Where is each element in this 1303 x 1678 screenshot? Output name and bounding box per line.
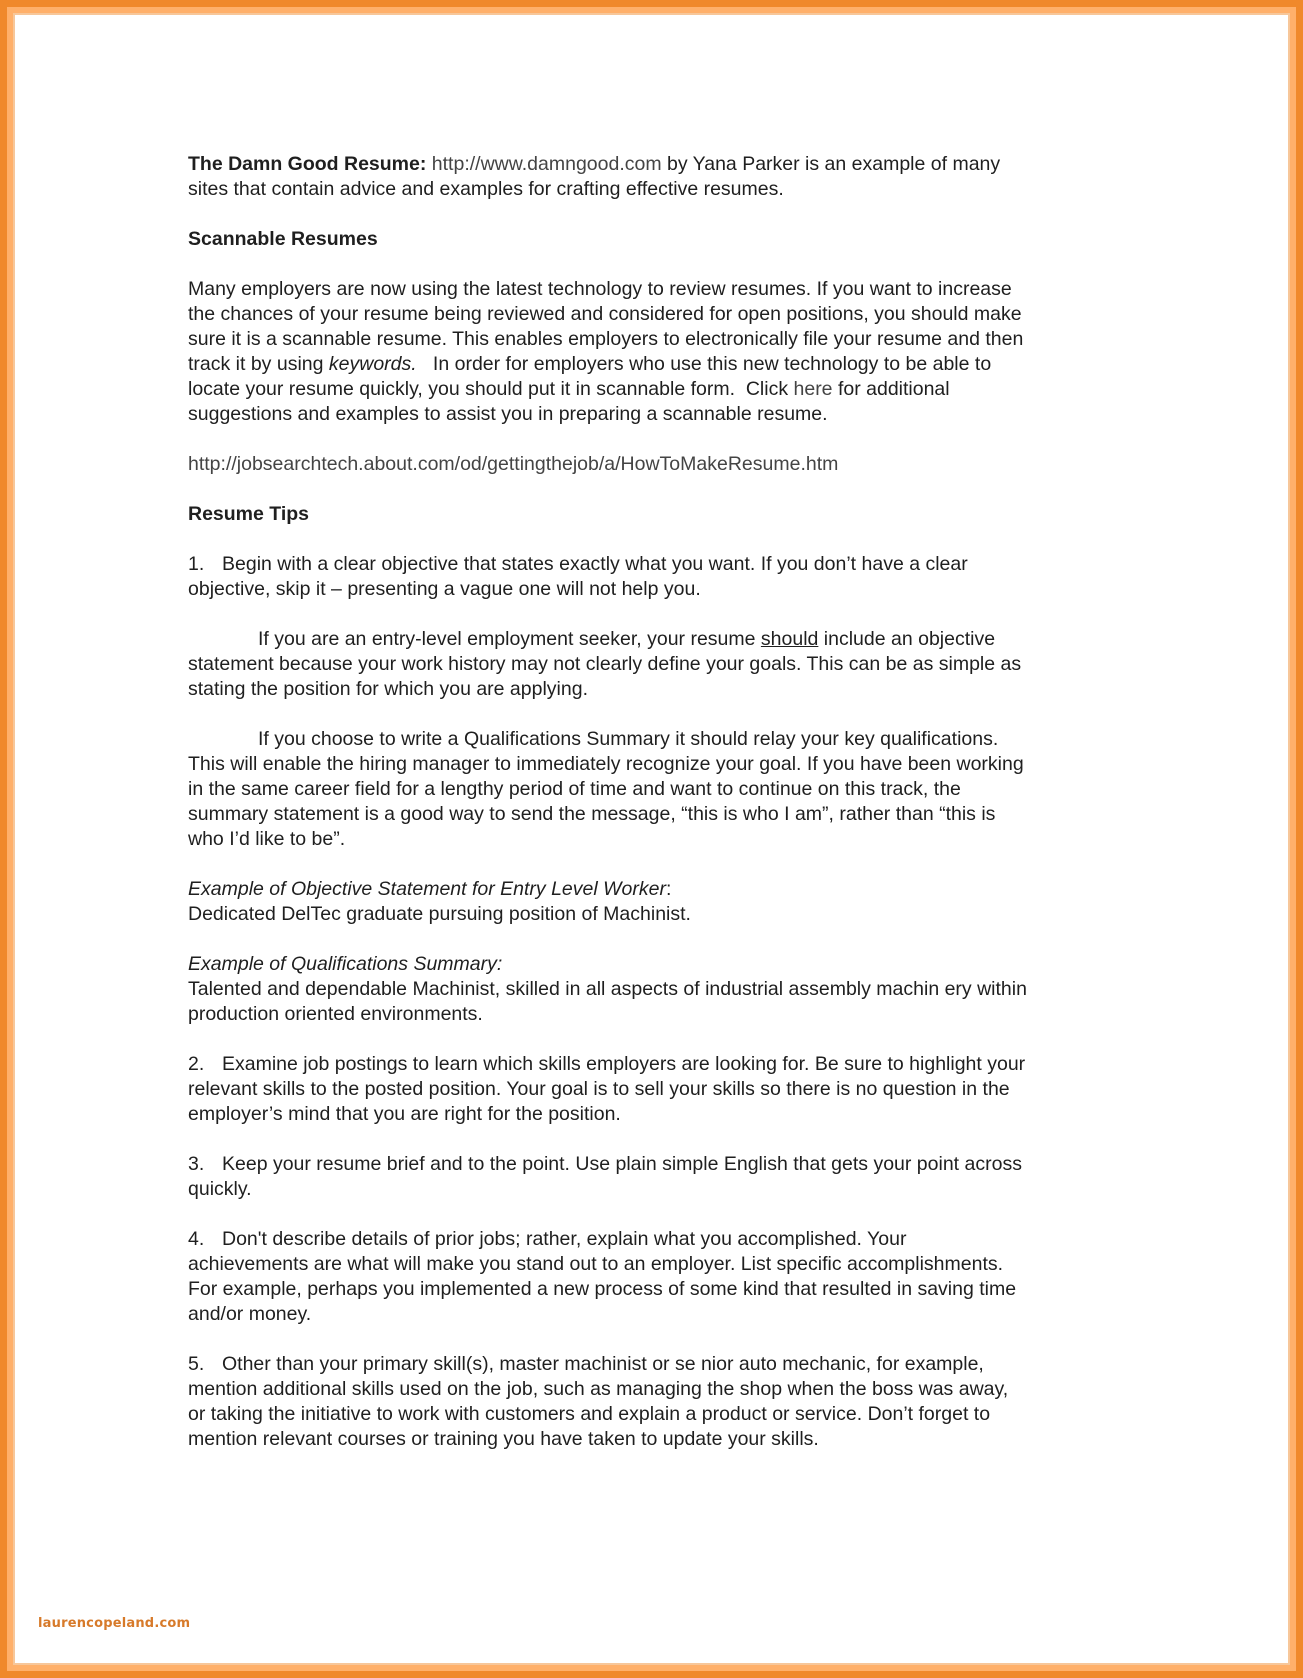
text-line: Many employers are now using the latest technology to review resumes. If you want to increase — [188, 278, 1012, 300]
text-line: who I’d like to be”. — [188, 828, 346, 850]
text-line: objective, skip it – presenting a vague one will not help you. — [188, 578, 701, 600]
text-line: If you choose to write a Qualifications Summary it should relay your key qualifications. — [258, 728, 999, 750]
qualifications-paragraph — [188, 727, 1068, 852]
objective-example — [188, 877, 1068, 927]
tip-3 — [188, 1152, 1068, 1202]
tip-number: 4. — [188, 1228, 205, 1250]
qualifications-example — [188, 952, 1068, 1027]
text-line: relevant skills to the posted position. Your goal is to sell your skills so there is no question in the — [188, 1078, 1010, 1100]
text-line: quickly. — [188, 1178, 252, 1200]
here-link[interactable]: here — [793, 378, 833, 400]
text-line: for additional — [832, 378, 950, 400]
objective-paragraph — [188, 627, 1068, 702]
text-line: mention relevant courses or training you have taken to update your skills. — [188, 1428, 819, 1450]
text-line: and/or money. — [188, 1303, 312, 1325]
intro-paragraph — [188, 152, 1068, 202]
text-line: summary statement is a good way to send the message, “this is who I am”, rather than “this is — [188, 803, 996, 825]
text-line: suggestions and examples to assist you in preparing a scannable resume. — [188, 403, 828, 425]
text-line: in the same career field for a lengthy period of time and want to continue on this track, the — [188, 778, 961, 800]
text-line: achievements are what will make you stand out to an employer. List specific accomplishments. — [188, 1253, 1004, 1275]
text-line: statement because your work history may not clearly define your goals. This can be as simple as — [188, 653, 1022, 675]
example-label: Example of Objective Statement for Entry Level Worker — [188, 878, 666, 900]
text-line: the chances of your resume being reviewed and considered for open positions, you should make — [188, 303, 1022, 325]
text-line: track it by using — [188, 353, 329, 375]
text-line: include an objective — [818, 628, 996, 650]
intro-text: sites that contain advice and examples for crafting effective resumes. — [188, 178, 784, 200]
text-line: or taking the initiative to work with customers and explain a product or service. Don’t forget to — [188, 1403, 991, 1425]
watermark-logo: laurencopeland.com — [38, 1616, 191, 1631]
text-line: employer’s mind that you are right for the position. — [188, 1103, 621, 1125]
damngood-link[interactable]: http://www.damngood.com — [431, 153, 662, 175]
text-line: In order for employers who use this new technology to be able to — [416, 353, 992, 375]
text-line: Keep your resume brief and to the point. Use plain simple English that gets your point across — [222, 1153, 1022, 1175]
text-line: Examine job postings to learn which skills employers are looking for. Be sure to highlight your — [222, 1053, 1026, 1075]
tip-number: 2. — [188, 1053, 205, 1075]
text-line: This will enable the hiring manager to immediately recognize your goal. If you have been working — [188, 753, 1024, 775]
document-body — [188, 152, 1068, 1452]
intro-text: by Yana Parker is an example of many — [667, 153, 1001, 175]
tip-5 — [188, 1352, 1068, 1452]
resume-tips-heading: Resume Tips — [188, 503, 310, 525]
example-text: Talented and dependable Machinist, skilled in all aspects of industrial assembly machin ery within — [188, 978, 1027, 1000]
example-label: Example of Qualifications Summary: — [188, 953, 503, 975]
text-line: Begin with a clear objective that states exactly what you want. If you don’t have a clear — [222, 553, 968, 575]
example-text: production oriented environments. — [188, 1003, 483, 1025]
text-line: Don't describe details of prior jobs; rather, explain what you accomplished. Your — [222, 1228, 907, 1250]
tip-4 — [188, 1227, 1068, 1327]
should-text: should — [760, 628, 819, 650]
text-line: For example, perhaps you implemented a new process of some kind that resulted in saving time — [188, 1278, 1017, 1300]
scannable-heading: Scannable Resumes — [188, 228, 378, 250]
text-line: Other than your primary skill(s), master machinist or se nior auto mechanic, for example, — [222, 1353, 984, 1375]
text-line: If you are an entry-level employment seeker, your resume — [258, 628, 761, 650]
tip-number: 5. — [188, 1353, 205, 1375]
text-line: locate your resume quickly, you should put it in scannable form. Click — [188, 378, 794, 400]
jobsearchtech-link[interactable]: http://jobsearchtech.about.com/od/gettingthejob/a/HowToMakeResume.htm — [188, 453, 839, 475]
tip-number: 1. — [188, 553, 205, 575]
text-line: stating the position for which you are applying. — [188, 678, 588, 700]
tip-1 — [188, 552, 1068, 602]
example-text: Dedicated DelTec graduate pursuing position of Machinist. — [188, 903, 691, 925]
keywords-text: keywords. — [328, 353, 417, 375]
text-line: mention additional skills used on the job, such as managing the shop when the boss was away, — [188, 1378, 1009, 1400]
tip-2 — [188, 1052, 1068, 1127]
scannable-paragraph — [188, 277, 1068, 427]
example-colon: : — [665, 878, 672, 900]
text-line: sure it is a scannable resume. This enables employers to electronically file your resume and then — [188, 328, 1024, 350]
intro-title: The Damn Good Resume: — [188, 153, 427, 175]
tip-number: 3. — [188, 1153, 205, 1175]
